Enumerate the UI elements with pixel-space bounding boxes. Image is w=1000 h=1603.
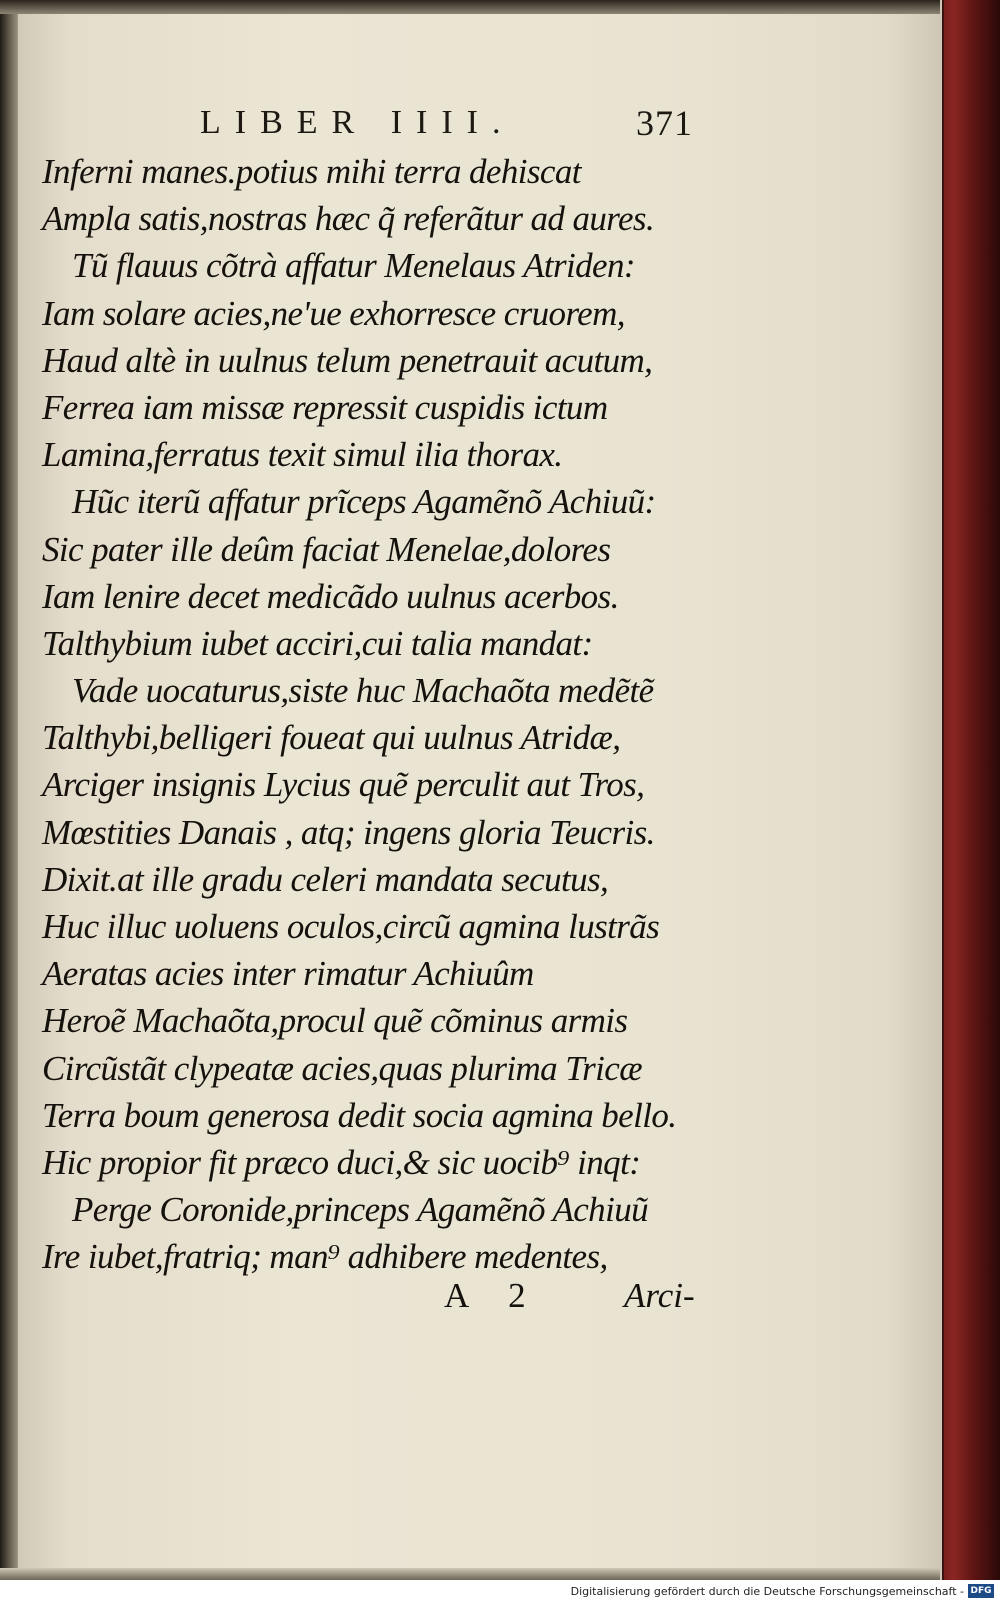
verse-line: Perge Coronide,princeps Agamẽnõ Achiuũ <box>72 1190 648 1230</box>
verse-line: Ire iubet,fratriq; man⁹ adhibere medentes, <box>42 1237 608 1277</box>
verse-line: Heroẽ Machaõta,procul quẽ cõminus armis <box>42 1001 628 1041</box>
page-bottom-edge <box>0 1568 940 1580</box>
page-top-edge <box>0 0 940 14</box>
running-title: LIBER IIII. <box>200 104 515 141</box>
verse-line: Huc illuc uoluens oculos,circũ agmina lustrãs <box>42 907 660 946</box>
page-header <box>0 98 940 148</box>
verse-line: Hic propior fit præco duci,& sic uocib⁹ inqt: <box>42 1142 641 1182</box>
page-footer <box>0 1268 940 1318</box>
verse-line: Ampla satis,nostras hæc q̃ referãtur ad aures. <box>42 199 655 239</box>
verse-line: Lamina,ferratus texit simul ilia thorax. <box>42 435 563 475</box>
verse-line: Inferni manes.potius mihi terra dehiscat <box>42 152 581 191</box>
verse-line: Ferrea iam missæ repressit cuspidis ictum <box>42 387 608 427</box>
verse-line: Arciger insignis Lycius quẽ perculit aut Tros, <box>42 765 645 805</box>
verse-line: Talthybium iubet acciri,cui talia mandat: <box>42 623 593 663</box>
verse-line: Dixit.at ille gradu celeri mandata secutus, <box>42 859 609 899</box>
verse-line: Mœstities Danais , atq; ingens gloria Teucris. <box>42 812 655 852</box>
catchword: Arci- <box>624 1276 695 1315</box>
digitization-credit <box>0 1580 1000 1603</box>
verse-line: Tũ flauus cõtrà affatur Menelaus Atriden: <box>72 246 635 286</box>
verse-line: Haud altè in uulnus telum penetrauit acutum, <box>42 340 653 380</box>
verse-line: Iam lenire decet medicãdo uulnus acerbos. <box>42 576 619 616</box>
verse-line: Iam solare acies,ne'ue exhorresce cruorem, <box>42 293 625 333</box>
verse-line: Sic pater ille deûm faciat Menelae,dolores <box>42 529 611 569</box>
verse-line: Hũc iterũ affatur prĩceps Agamẽnõ Achiuũ: <box>72 482 656 522</box>
page-number: 371 <box>636 103 693 143</box>
verse-line: Aeratas acies inter rimatur Achiuûm <box>42 954 534 994</box>
dfg-logo-icon: DFG <box>968 1584 994 1598</box>
signature-mark: A 2 <box>444 1276 542 1315</box>
verse-text <box>0 148 940 1281</box>
verse-line: Vade uocaturus,siste huc Machaõta medẽtẽ <box>72 671 654 711</box>
credit-text: Digitalisierung gefördert durch die Deutsche Forschungsgemeinschaft - <box>570 1585 964 1598</box>
book-cover-binding <box>938 0 1000 1580</box>
verse-line: Terra boum generosa dedit socia agmina bello. <box>42 1095 677 1135</box>
verse-line: Talthybi,belligeri foueat qui uulnus Atridæ, <box>42 718 621 758</box>
verse-line: Circũstãt clypeatæ acies,quas plurima Tricæ <box>42 1048 642 1088</box>
